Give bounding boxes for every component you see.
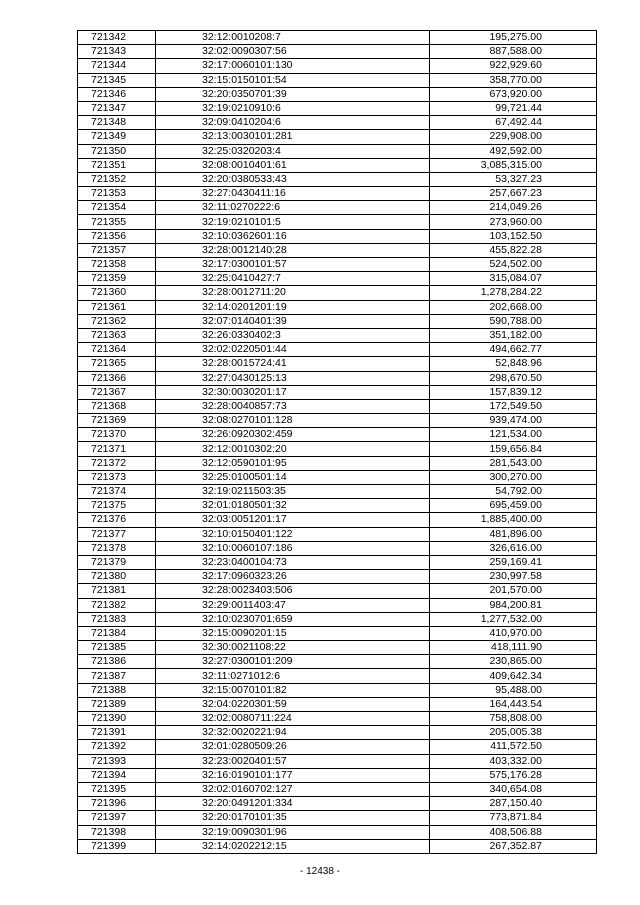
amount-cell: 1,885,400.00 (430, 513, 597, 527)
parcel-number-cell: 32:09:0410204:6 (156, 116, 430, 130)
table-row (78, 172, 597, 186)
record-id-cell: 721376 (78, 513, 156, 527)
record-id-cell: 721390 (78, 712, 156, 726)
record-id-cell: 721383 (78, 612, 156, 626)
table-row (78, 726, 597, 740)
record-id-cell: 721359 (78, 272, 156, 286)
table-row (78, 740, 597, 754)
table-row (78, 499, 597, 513)
table-row (78, 229, 597, 243)
amount-cell: 230,997.58 (430, 570, 597, 584)
table-row (78, 116, 597, 130)
parcel-number-cell: 32:27:0430411:16 (156, 187, 430, 201)
parcel-number-cell: 32:08:0010401:61 (156, 158, 430, 172)
record-id-cell: 721387 (78, 669, 156, 683)
amount-cell: 673,920.00 (430, 87, 597, 101)
amount-cell: 922,929.60 (430, 59, 597, 73)
amount-cell: 524,502.00 (430, 258, 597, 272)
amount-cell: 939,474.00 (430, 414, 597, 428)
parcel-number-cell: 32:11:0271012:6 (156, 669, 430, 683)
table-row (78, 669, 597, 683)
parcel-number-cell: 32:10:0362601:16 (156, 229, 430, 243)
amount-cell: 52,848.96 (430, 357, 597, 371)
amount-cell: 695,459.00 (430, 499, 597, 513)
amount-cell: 214,049.26 (430, 201, 597, 215)
table-row (78, 782, 597, 796)
amount-cell: 121,534.00 (430, 428, 597, 442)
amount-cell: 481,896.00 (430, 527, 597, 541)
parcel-number-cell: 32:20:0491201:334 (156, 797, 430, 811)
records-table-body (78, 31, 597, 854)
record-id-cell: 721362 (78, 314, 156, 328)
amount-cell: 195,275.00 (430, 31, 597, 45)
parcel-number-cell: 32:12:0010208:7 (156, 31, 430, 45)
amount-cell: 403,332.00 (430, 754, 597, 768)
record-id-cell: 721399 (78, 839, 156, 853)
parcel-number-cell: 32:25:0320203:4 (156, 144, 430, 158)
page-number: - 12438 - (299, 866, 341, 877)
table-row (78, 31, 597, 45)
amount-cell: 408,506.88 (430, 825, 597, 839)
amount-cell: 358,770.00 (430, 73, 597, 87)
record-id-cell: 721372 (78, 456, 156, 470)
amount-cell: 410,970.00 (430, 626, 597, 640)
parcel-number-cell: 32:17:0960323:26 (156, 570, 430, 584)
table-row (78, 754, 597, 768)
table-row (78, 839, 597, 853)
table-row (78, 286, 597, 300)
amount-cell: 95,488.00 (430, 683, 597, 697)
table-row (78, 527, 597, 541)
parcel-number-cell: 32:10:0060107:186 (156, 541, 430, 555)
amount-cell: 157,839.12 (430, 385, 597, 399)
table-row (78, 328, 597, 342)
record-id-cell: 721366 (78, 371, 156, 385)
parcel-number-cell: 32:13:0030101:281 (156, 130, 430, 144)
amount-cell: 257,667.23 (430, 187, 597, 201)
record-id-cell: 721395 (78, 782, 156, 796)
parcel-number-cell: 32:14:0202212:15 (156, 839, 430, 853)
record-id-cell: 721358 (78, 258, 156, 272)
amount-cell: 492,592.00 (430, 144, 597, 158)
table-row (78, 513, 597, 527)
amount-cell: 418,111.90 (430, 641, 597, 655)
record-id-cell: 721343 (78, 45, 156, 59)
amount-cell: 351,182.00 (430, 328, 597, 342)
record-id-cell: 721348 (78, 116, 156, 130)
parcel-number-cell: 32:11:0270222:6 (156, 201, 430, 215)
amount-cell: 205,005.38 (430, 726, 597, 740)
table-row (78, 158, 597, 172)
parcel-number-cell: 32:32:0020221:94 (156, 726, 430, 740)
amount-cell: 340,654.08 (430, 782, 597, 796)
table-row (78, 130, 597, 144)
record-id-cell: 721374 (78, 485, 156, 499)
parcel-number-cell: 32:15:0150101:54 (156, 73, 430, 87)
amount-cell: 267,352.87 (430, 839, 597, 853)
table-row (78, 485, 597, 499)
parcel-number-cell: 32:28:0015724:41 (156, 357, 430, 371)
parcel-number-cell: 32:20:0350701:39 (156, 87, 430, 101)
parcel-number-cell: 32:17:0300101:57 (156, 258, 430, 272)
amount-cell: 455,822.28 (430, 243, 597, 257)
amount-cell: 575,176.28 (430, 768, 597, 782)
parcel-number-cell: 32:10:0230701:659 (156, 612, 430, 626)
parcel-number-cell: 32:20:0380533:43 (156, 172, 430, 186)
parcel-number-cell: 32:07:0140401:39 (156, 314, 430, 328)
table-row (78, 300, 597, 314)
parcel-number-cell: 32:17:0060101:130 (156, 59, 430, 73)
amount-cell: 103,152.50 (430, 229, 597, 243)
amount-cell: 887,588.00 (430, 45, 597, 59)
record-id-cell: 721354 (78, 201, 156, 215)
table-row (78, 314, 597, 328)
record-id-cell: 721368 (78, 399, 156, 413)
table-row (78, 697, 597, 711)
parcel-number-cell: 32:15:0070101:82 (156, 683, 430, 697)
parcel-number-cell: 32:28:0040857:73 (156, 399, 430, 413)
record-id-cell: 721386 (78, 655, 156, 669)
amount-cell: 159,656.84 (430, 442, 597, 456)
record-id-cell: 721389 (78, 697, 156, 711)
amount-cell: 99,721.44 (430, 101, 597, 115)
record-id-cell: 721364 (78, 343, 156, 357)
parcel-number-cell: 32:23:0020401:57 (156, 754, 430, 768)
table-row (78, 428, 597, 442)
amount-cell: 201,570.00 (430, 584, 597, 598)
record-id-cell: 721382 (78, 598, 156, 612)
record-id-cell: 721349 (78, 130, 156, 144)
parcel-number-cell: 32:14:0201201:19 (156, 300, 430, 314)
record-id-cell: 721360 (78, 286, 156, 300)
table-row (78, 768, 597, 782)
amount-cell: 67,492.44 (430, 116, 597, 130)
table-row (78, 215, 597, 229)
record-id-cell: 721350 (78, 144, 156, 158)
record-id-cell: 721355 (78, 215, 156, 229)
parcel-number-cell: 32:25:0100501:14 (156, 470, 430, 484)
table-row (78, 144, 597, 158)
parcel-number-cell: 32:19:0211503:35 (156, 485, 430, 499)
parcel-number-cell: 32:16:0190101:177 (156, 768, 430, 782)
table-row (78, 570, 597, 584)
record-id-cell: 721392 (78, 740, 156, 754)
table-row (78, 101, 597, 115)
table-row (78, 641, 597, 655)
table-row (78, 655, 597, 669)
record-id-cell: 721370 (78, 428, 156, 442)
parcel-number-cell: 32:30:0021108:22 (156, 641, 430, 655)
table-row (78, 371, 597, 385)
parcel-number-cell: 32:30:0030201:17 (156, 385, 430, 399)
amount-cell: 315,084.07 (430, 272, 597, 286)
record-id-cell: 721377 (78, 527, 156, 541)
amount-cell: 259,169.41 (430, 555, 597, 569)
record-id-cell: 721347 (78, 101, 156, 115)
amount-cell: 590,788.00 (430, 314, 597, 328)
record-id-cell: 721363 (78, 328, 156, 342)
record-id-cell: 721371 (78, 442, 156, 456)
amount-cell: 773,871.84 (430, 811, 597, 825)
parcel-number-cell: 32:26:0330402:3 (156, 328, 430, 342)
table-row (78, 258, 597, 272)
record-id-cell: 721356 (78, 229, 156, 243)
table-row (78, 357, 597, 371)
parcel-number-cell: 32:02:0220501:44 (156, 343, 430, 357)
parcel-number-cell: 32:28:0023403:506 (156, 584, 430, 598)
table-row (78, 45, 597, 59)
parcel-number-cell: 32:19:0210101:5 (156, 215, 430, 229)
parcel-number-cell: 32:19:0210910:6 (156, 101, 430, 115)
record-id-cell: 721375 (78, 499, 156, 513)
record-id-cell: 721398 (78, 825, 156, 839)
records-table (77, 30, 597, 854)
record-id-cell: 721351 (78, 158, 156, 172)
table-row (78, 399, 597, 413)
record-id-cell: 721391 (78, 726, 156, 740)
amount-cell: 298,670.50 (430, 371, 597, 385)
record-id-cell: 721344 (78, 59, 156, 73)
parcel-number-cell: 32:03:0051201:17 (156, 513, 430, 527)
table-row (78, 683, 597, 697)
record-id-cell: 721345 (78, 73, 156, 87)
parcel-number-cell: 32:02:0080711:224 (156, 712, 430, 726)
table-row (78, 59, 597, 73)
amount-cell: 172,549.50 (430, 399, 597, 413)
amount-cell: 758,808.00 (430, 712, 597, 726)
table-row (78, 87, 597, 101)
table-row (78, 73, 597, 87)
amount-cell: 281,543.00 (430, 456, 597, 470)
record-id-cell: 721388 (78, 683, 156, 697)
table-row (78, 414, 597, 428)
record-id-cell: 721365 (78, 357, 156, 371)
record-id-cell: 721346 (78, 87, 156, 101)
amount-cell: 1,278,284.22 (430, 286, 597, 300)
amount-cell: 411,572.50 (430, 740, 597, 754)
record-id-cell: 721378 (78, 541, 156, 555)
table-row (78, 272, 597, 286)
parcel-number-cell: 32:25:0410427:7 (156, 272, 430, 286)
parcel-number-cell: 32:12:0590101:95 (156, 456, 430, 470)
parcel-number-cell: 32:04:0220301:59 (156, 697, 430, 711)
amount-cell: 273,960.00 (430, 215, 597, 229)
table-row (78, 343, 597, 357)
table-row (78, 541, 597, 555)
table-row (78, 584, 597, 598)
parcel-number-cell: 32:01:0180501:32 (156, 499, 430, 513)
parcel-number-cell: 32:28:0012140:28 (156, 243, 430, 257)
record-id-cell: 721380 (78, 570, 156, 584)
amount-cell: 54,792.00 (430, 485, 597, 499)
record-id-cell: 721397 (78, 811, 156, 825)
amount-cell: 984,200.81 (430, 598, 597, 612)
table-row (78, 555, 597, 569)
record-id-cell: 721379 (78, 555, 156, 569)
parcel-number-cell: 32:27:0430125:13 (156, 371, 430, 385)
table-row (78, 442, 597, 456)
record-id-cell: 721396 (78, 797, 156, 811)
parcel-number-cell: 32:29:0011403:47 (156, 598, 430, 612)
record-id-cell: 721357 (78, 243, 156, 257)
parcel-number-cell: 32:02:0090307:56 (156, 45, 430, 59)
amount-cell: 164,443.54 (430, 697, 597, 711)
amount-cell: 229,908.00 (430, 130, 597, 144)
record-id-cell: 721353 (78, 187, 156, 201)
table-row (78, 797, 597, 811)
record-id-cell: 721384 (78, 626, 156, 640)
parcel-number-cell: 32:28:0012711:20 (156, 286, 430, 300)
amount-cell: 409,642.34 (430, 669, 597, 683)
parcel-number-cell: 32:19:0090301:96 (156, 825, 430, 839)
table-row (78, 612, 597, 626)
record-id-cell: 721361 (78, 300, 156, 314)
record-id-cell: 721393 (78, 754, 156, 768)
table-row (78, 243, 597, 257)
amount-cell: 300,270.00 (430, 470, 597, 484)
table-row (78, 201, 597, 215)
record-id-cell: 721367 (78, 385, 156, 399)
amount-cell: 53,327.23 (430, 172, 597, 186)
record-id-cell: 721342 (78, 31, 156, 45)
parcel-number-cell: 32:23:0400104:73 (156, 555, 430, 569)
amount-cell: 326,616.00 (430, 541, 597, 555)
table-row (78, 187, 597, 201)
table-row (78, 470, 597, 484)
record-id-cell: 721381 (78, 584, 156, 598)
parcel-number-cell: 32:02:0160702:127 (156, 782, 430, 796)
parcel-number-cell: 32:08:0270101:128 (156, 414, 430, 428)
amount-cell: 1,277,532.00 (430, 612, 597, 626)
record-id-cell: 721369 (78, 414, 156, 428)
record-id-cell: 721373 (78, 470, 156, 484)
amount-cell: 494,662.77 (430, 343, 597, 357)
parcel-number-cell: 32:26:0920302:459 (156, 428, 430, 442)
amount-cell: 287,150.40 (430, 797, 597, 811)
parcel-number-cell: 32:01:0280509:26 (156, 740, 430, 754)
record-id-cell: 721385 (78, 641, 156, 655)
parcel-number-cell: 32:15:0090201:15 (156, 626, 430, 640)
record-id-cell: 721394 (78, 768, 156, 782)
table-row (78, 456, 597, 470)
amount-cell: 230,865.00 (430, 655, 597, 669)
table-row (78, 811, 597, 825)
record-id-cell: 721352 (78, 172, 156, 186)
table-row (78, 598, 597, 612)
amount-cell: 202,668.00 (430, 300, 597, 314)
table-row (78, 385, 597, 399)
table-row (78, 825, 597, 839)
parcel-number-cell: 32:20:0170101:35 (156, 811, 430, 825)
table-row (78, 712, 597, 726)
table-row (78, 626, 597, 640)
parcel-number-cell: 32:10:0150401:122 (156, 527, 430, 541)
amount-cell: 3,085,315.00 (430, 158, 597, 172)
parcel-number-cell: 32:27:0300101:209 (156, 655, 430, 669)
parcel-number-cell: 32:12:0010302:20 (156, 442, 430, 456)
